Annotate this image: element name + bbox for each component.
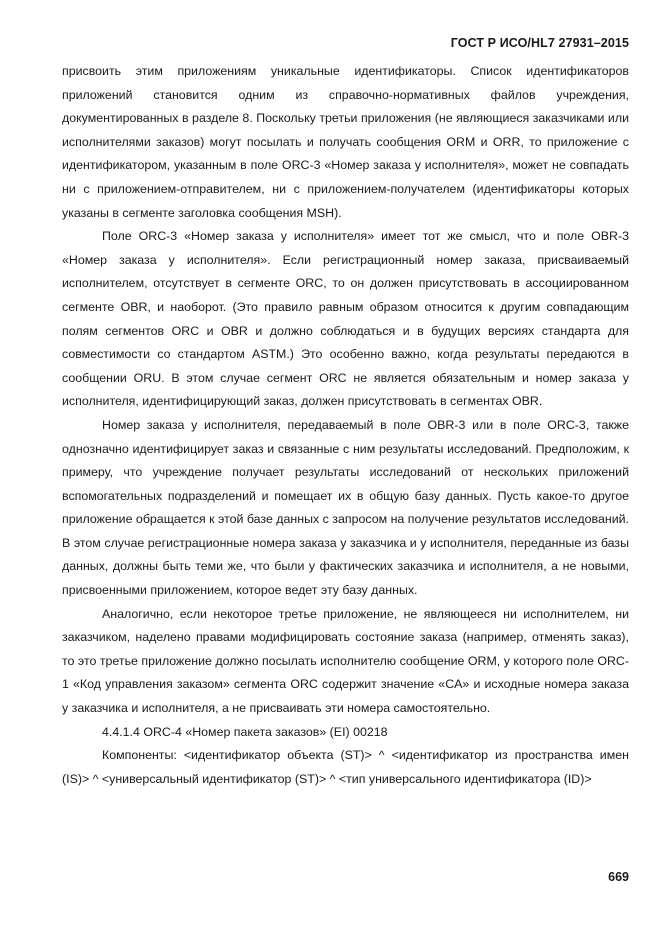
document-header: ГОСТ Р ИСО/HL7 27931–2015 bbox=[450, 36, 629, 50]
section-heading-orc4: 4.4.1.4 ORC-4 «Номер пакета заказов» (EI) 00218 bbox=[102, 724, 388, 739]
page-number: 669 bbox=[608, 870, 629, 884]
paragraph-orc3-meaning: Поле ORC-3 «Номер заказа у исполнителя» имеет тот же смысл, что и поле OBR-3 «Номер заказа у исполнителя». Если регистрационный номер заказа, присваиваемый исполнителем, отсутствует в сегменте ORC, то он должен присутствовать в ассоциированном сегменте OBR, и наоборот. (Это правило равным образом относится к другим совпадающим полям сегментов ORC и OBR и должно соблюдаться и в будущих версиях стандарта для совместимости со стандартом ASTM.) Это особенно важно, когда результаты передаются в сообщении ORU. В этом случае сегмент ORC не является обязательным и номер заказа у исполнителя, идентифицирующий заказ, должен присутствовать в сегментах OBR. bbox=[62, 229, 629, 409]
paragraph-components: Компоненты: <идентификатор объекта (ST)> ^ <идентификатор из пространства имен (IS)> ^ <универсальный идентификатор (ST)> ^ <тип универсального идентификатора (ID)> bbox=[62, 748, 629, 786]
paragraph-order-number-identification: Номер заказа у исполнителя, передаваемый в поле OBR-3 или в поле ORC-3, также однозначно идентифицирует заказ и связанные с ним результаты исследований. Предположим, к примеру, что учреждение получает результаты исследований от нескольких приложений вспомогательных подразделений и помещает их в общую базу данных. Пусть какое-то другое приложение обращается к этой базе данных с запросом на получение результатов исследований. В этом случае регистрационные номера заказа у заказчика и у исполнителя, переданные из базы данных, должны быть теми же, что были у фактических заказчика и исполнителя, а не новыми, присвоенными приложением, которое ведет эту базу данных. bbox=[62, 417, 629, 598]
document-body bbox=[62, 60, 629, 791]
paragraph-third-application: Аналогично, если некоторое третье приложение, не являющееся ни исполнителем, ни заказчиком, наделено правами модифицировать состояние заказа (например, отменять заказ), то это третье приложение должно посылать исполнителю сообщение ORM, у которого поле ORC-1 «Код управления заказом» сегмента ORC содержит значение «CA» и исходные номера заказа у заказчика и исполнителя, а не присваивать эти номера самостоятельно. bbox=[62, 606, 629, 716]
paragraph-continuation: присвоить этим приложениям уникальные идентификаторы. Список идентификаторов приложений становится одним из справочно-нормативных файлов учреждения, документированных в разделе 8. Поскольку третьи приложения (не являющиеся заказчиками или исполнителями заказов) могут посылать и получать сообщения ORM и ORR, то приложение с идентификатором, указанным в поле ORC-3 «Номер заказа у исполнителя», может не совпадать ни с приложением-отправителем, ни с приложением-получателем (идентификаторы которых указаны в сегменте заголовка сообщения MSH). bbox=[62, 64, 629, 220]
